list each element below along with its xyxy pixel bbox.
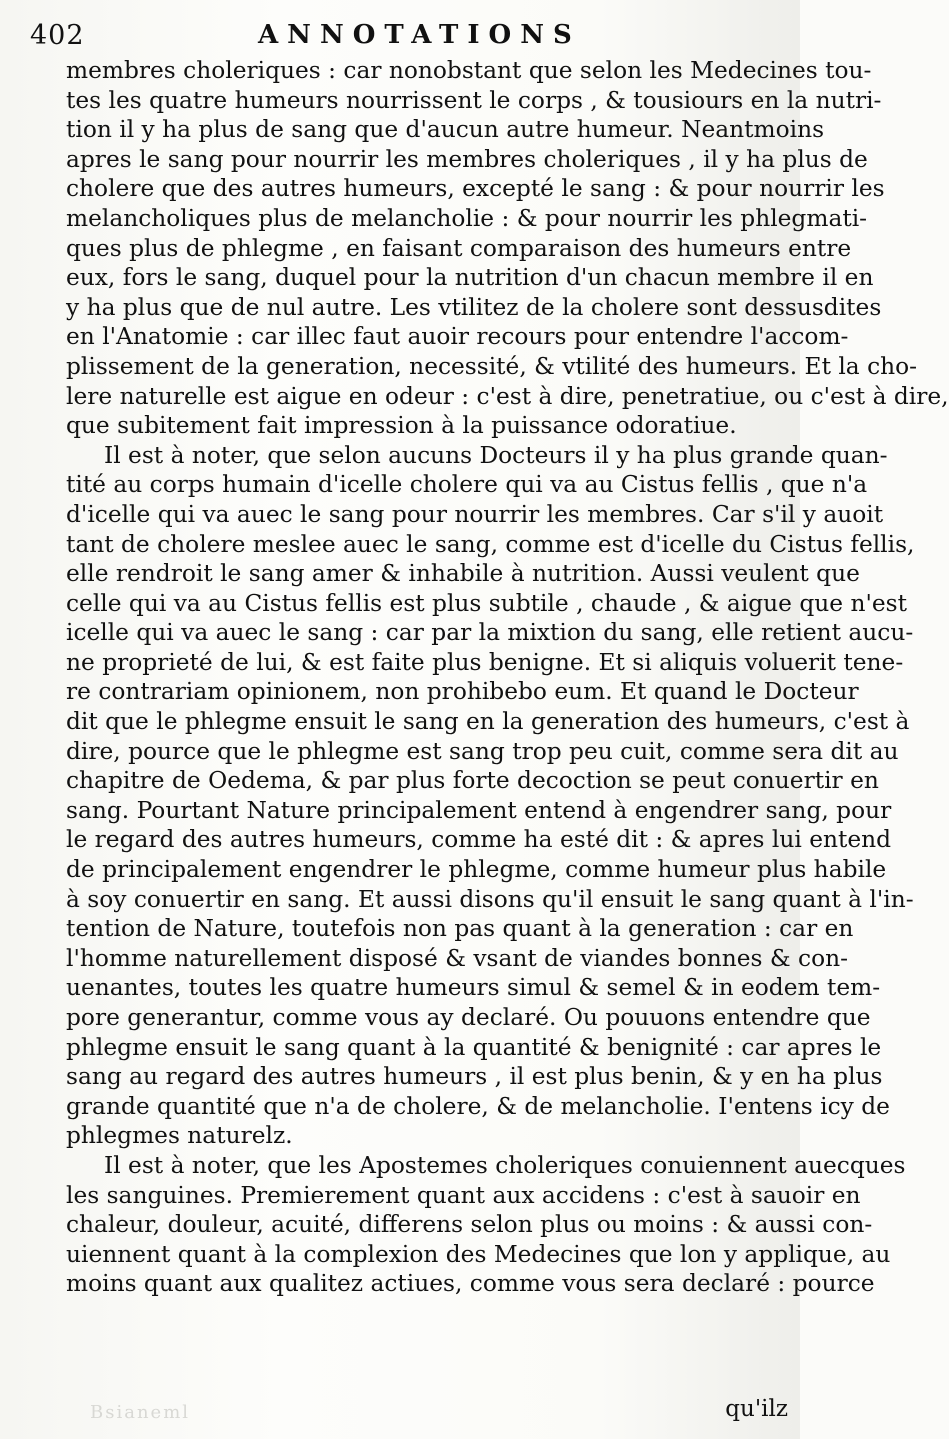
text-line: de principalement engendrer le phlegme, comme humeur plus habile [66,856,887,884]
running-head: ANNOTATIONS [258,20,581,50]
text-line: d'icelle qui va auec le sang pour nourrir les membres. Car s'il y auoit [66,500,884,528]
text-line: à soy conuertir en sang. Et aussi disons qu'il ensuit le sang quant à l'in- [66,885,914,913]
text-line: phlegme ensuit le sang quant à la quantité & benignité : car apres le [66,1033,882,1061]
text-line: en l'Anatomie : car illec faut auoir recours pour entendre l'accom- [66,323,849,351]
text-line: les sanguines. Premierement quant aux accidens : c'est à sauoir en [66,1181,861,1209]
text-line: Il est à noter, que selon aucuns Docteurs il y ha plus grande quan- [104,441,888,469]
text-line: lere naturelle est aigue en odeur : c'est à dire, penetratiue, ou c'est à dire, [66,382,949,410]
paragraph [66,441,915,1151]
text-line: tention de Nature, toutefois non pas quant à la generation : car en [66,915,854,943]
text-line: Il est à noter, que les Apostemes choleriques conuiennent auecques [104,1151,906,1179]
text-line: grande quantité que n'a de cholere, & de melancholie. I'entens icy de [66,1092,890,1120]
paragraph [66,56,949,441]
text-line: que subitement fait impression à la puissance odoratiue. [66,412,737,440]
text-line: y ha plus que de nul autre. Les vtilitez de la cholere sont dessusdites [66,293,882,321]
page-number: 402 [30,20,85,51]
text-line: moins quant aux qualitez actiues, comme vous sera declaré : pource [66,1270,875,1298]
text-line: re contrariam opinionem, non prohibebo eum. Et quand le Docteur [66,678,859,706]
show-through-text: Bsianeml [90,1402,191,1423]
text-line: l'homme naturellement disposé & vsant de viandes bonnes & con- [66,944,848,972]
text-line: elle rendroit le sang amer & inhabile à nutrition. Aussi veulent que [66,560,860,588]
text-line: tant de cholere meslee auec le sang, comme est d'icelle du Cistus fellis, [66,530,915,558]
text-line: uiennent quant à la complexion des Medecines que lon y applique, au [66,1240,891,1268]
text-line: dit que le phlegme ensuit le sang en la generation des humeurs, c'est à [66,708,910,736]
body-text [66,56,949,1299]
text-line: tité au corps humain d'icelle cholere qui va au Cistus fellis , que n'a [66,471,868,499]
text-line: sang au regard des autres humeurs , il est plus benin, & y en ha plus [66,1063,883,1091]
text-line: phlegmes naturelz. [66,1122,293,1150]
text-line: chaleur, douleur, acuité, differens selon plus ou moins : & aussi con- [66,1211,873,1239]
text-line: tes les quatre humeurs nourrissent le corps , & tousiours en la nutri- [66,86,882,114]
text-line: membres choleriques : car nonobstant que selon les Medecines tou- [66,57,872,84]
text-line: plissement de la generation, necessité, & vtilité des humeurs. Et la cho- [66,352,918,380]
text-line: eux, fors le sang, duquel pour la nutrition d'un chacun membre il en [66,264,874,292]
text-line: sang. Pourtant Nature principalement entend à engendrer sang, pour [66,796,892,824]
text-line: apres le sang pour nourrir les membres choleriques , il y ha plus de [66,145,868,173]
text-line: ques plus de phlegme , en faisant comparaison des humeurs entre [66,234,852,262]
text-line: chapitre de Oedema, & par plus forte decoction se peut conuertir en [66,767,879,795]
page-header [30,18,770,58]
text-line: uenantes, toutes les quatre humeurs simul & semel & in eodem tem- [66,974,881,1002]
text-line: dire, pource que le phlegme est sang trop peu cuit, comme sera dit au [66,737,899,765]
text-line: celle qui va au Cistus fellis est plus subtile , chaude , & aigue que n'est [66,589,907,617]
text-line: icelle qui va auec le sang : car par la mixtion du sang, elle retient aucu- [66,619,914,647]
text-line: ne proprieté de lui, & est faite plus benigne. Et si aliquis voluerit tene- [66,648,904,676]
text-line: cholere que des autres humeurs, excepté le sang : & pour nourrir les [66,175,885,203]
paragraph [66,1151,906,1299]
text-line: tion il y ha plus de sang que d'aucun autre humeur. Neantmoins [66,116,825,144]
text-line: le regard des autres humeurs, comme ha esté dit : & apres lui entend [66,826,892,854]
text-line: melancholiques plus de melancholie : & pour nourrir les phlegmati- [66,204,868,232]
text-line: pore generantur, comme vous ay declaré. Ou pouuons entendre que [66,1004,871,1031]
catchword: qu'ilz [725,1396,788,1422]
